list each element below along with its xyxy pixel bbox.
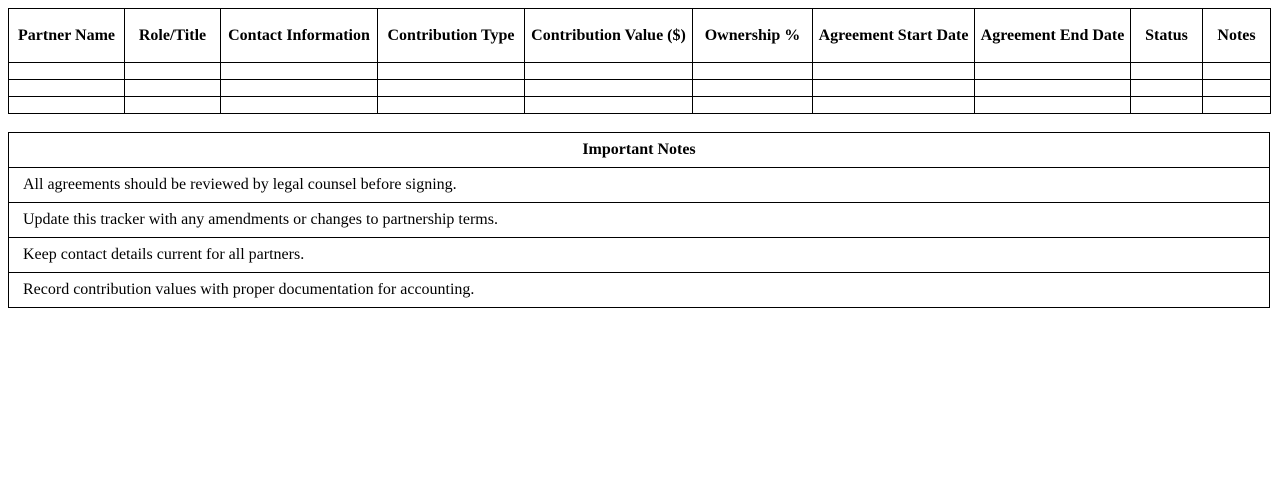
table-cell[interactable] — [693, 97, 813, 114]
notes-title: Important Notes — [9, 133, 1270, 168]
column-header-ownership: Ownership % — [693, 9, 813, 63]
table-row — [9, 80, 1271, 97]
table-cell[interactable] — [1203, 63, 1271, 80]
table-cell[interactable] — [813, 63, 975, 80]
column-header-partner-name: Partner Name — [9, 9, 125, 63]
table-cell[interactable] — [693, 80, 813, 97]
table-cell[interactable] — [125, 63, 221, 80]
table-cell[interactable] — [975, 63, 1131, 80]
table-cell[interactable] — [378, 63, 525, 80]
document — [8, 8, 1270, 308]
table-cell[interactable] — [525, 80, 693, 97]
note-item: Record contribution values with proper documentation for accounting. — [9, 273, 1270, 308]
important-notes-table — [8, 132, 1270, 308]
table-cell[interactable] — [1131, 80, 1203, 97]
table-cell[interactable] — [378, 97, 525, 114]
table-row — [9, 63, 1271, 80]
table-cell[interactable] — [975, 97, 1131, 114]
column-header-status: Status — [1131, 9, 1203, 63]
column-header-agreement-start-date: Agreement Start Date — [813, 9, 975, 63]
table-cell[interactable] — [525, 97, 693, 114]
column-header-role-title: Role/Title — [125, 9, 221, 63]
table-cell[interactable] — [1131, 97, 1203, 114]
table-cell[interactable] — [221, 97, 378, 114]
table-row — [9, 97, 1271, 114]
note-item: Keep contact details current for all partners. — [9, 238, 1270, 273]
column-header-contribution-type: Contribution Type — [378, 9, 525, 63]
table-cell[interactable] — [1203, 97, 1271, 114]
table-cell[interactable] — [1203, 80, 1271, 97]
table-cell[interactable] — [693, 63, 813, 80]
note-row — [9, 168, 1270, 203]
table-cell[interactable] — [525, 63, 693, 80]
column-header-contribution-value: Contribution Value ($) — [525, 9, 693, 63]
table-cell[interactable] — [975, 80, 1131, 97]
table-cell[interactable] — [221, 80, 378, 97]
table-cell[interactable] — [125, 97, 221, 114]
note-item: All agreements should be reviewed by legal counsel before signing. — [9, 168, 1270, 203]
table-cell[interactable] — [813, 97, 975, 114]
notes-header-row — [9, 133, 1270, 168]
note-item: Update this tracker with any amendments or changes to partnership terms. — [9, 203, 1270, 238]
table-cell[interactable] — [125, 80, 221, 97]
column-header-contact-information: Contact Information — [221, 9, 378, 63]
table-cell[interactable] — [9, 80, 125, 97]
table-header-row — [9, 9, 1271, 63]
table-cell[interactable] — [813, 80, 975, 97]
table-cell[interactable] — [221, 63, 378, 80]
table-cell[interactable] — [9, 97, 125, 114]
table-cell[interactable] — [378, 80, 525, 97]
note-row — [9, 203, 1270, 238]
column-header-notes: Notes — [1203, 9, 1271, 63]
table-cell[interactable] — [9, 63, 125, 80]
partnership-tracker-table — [8, 8, 1271, 114]
column-header-agreement-end-date: Agreement End Date — [975, 9, 1131, 63]
note-row — [9, 273, 1270, 308]
note-row — [9, 238, 1270, 273]
table-cell[interactable] — [1131, 63, 1203, 80]
